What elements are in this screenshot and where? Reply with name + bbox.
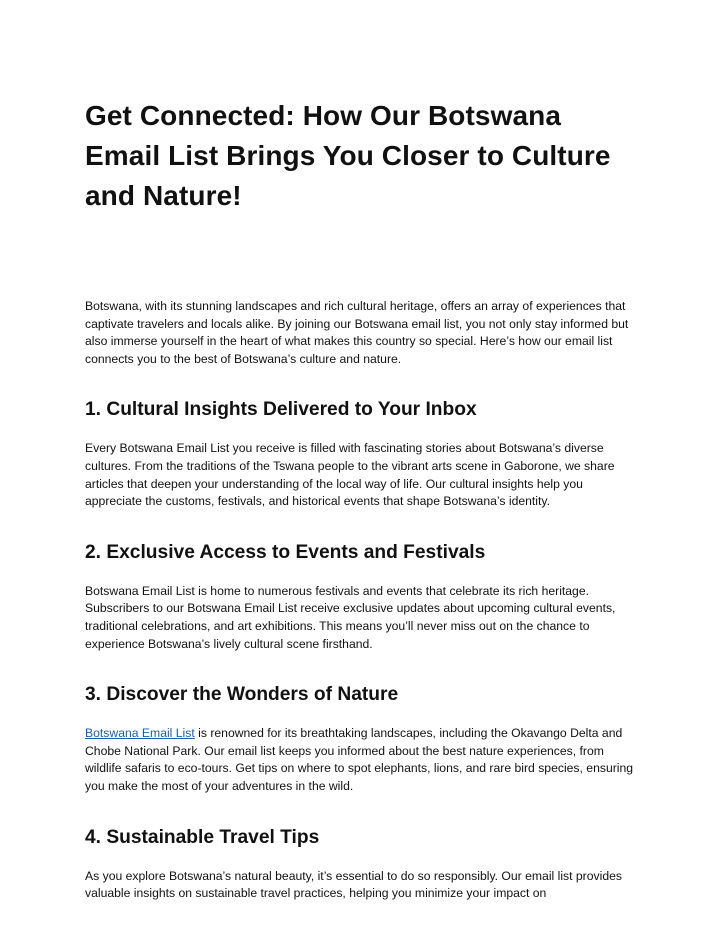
section-body-nature	[85, 725, 638, 795]
page-title: Get Connected: How Our Botswana Email List Brings You Closer to Culture and Nature!	[85, 100, 611, 211]
botswana-email-list-link[interactable]: Botswana Email List	[85, 726, 195, 741]
section-body-nature-text: is renowned for its breathtaking landscapes, including the Okavango Delta and Chobe National Park. Our email list keeps you informed about the best nature experiences, from wildlife safaris to eco-tours. Get tips on where to spot elephants, lions, and rare bird species, ensuring you make the most of your adventures in the wild.	[85, 726, 634, 793]
section-body-events-festivals: Botswana Email List is home to numerous festivals and events that celebrate its rich heritage. Subscribers to our Botswana Email List receive exclusive updates about upcoming cultural events, traditional celebrations, and art exhibitions. This means you’ll never miss out on the chance to experience Botswana’s lively cultural scene firsthand.	[85, 583, 616, 651]
section-heading-sustainable-travel: 4. Sustainable Travel Tips	[85, 826, 320, 848]
intro-paragraph: Botswana, with its stunning landscapes and rich cultural heritage, offers an array of experiences that captivate travelers and locals alike. By joining our Botswana email list, you not only stay informed but also immerse yourself in the heart of what makes this country so special. Here’s how our email list connects you to the best of Botswana’s culture and nature.	[85, 299, 629, 366]
section-body-cultural-insights: Every Botswana Email List you receive is filled with fascinating stories about Botswana’s diverse cultures. From the traditions of the Tswana people to the vibrant arts scene in Gaborone, we share articles that deepen your understanding of the local way of life. Our cultural insights help you appreciate the customs, festivals, and historical events that shape Botswana’s identity.	[85, 441, 615, 509]
section-heading-events-festivals: 2. Exclusive Access to Events and Festivals	[85, 541, 486, 563]
section-heading-nature: 3. Discover the Wonders of Nature	[85, 684, 399, 706]
section-body-sustainable-travel: As you explore Botswana’s natural beauty, it’s essential to do so responsibly. Our email list provides valuable insights on sustainable travel practices, helping you minimize your impact on	[85, 868, 622, 901]
section-heading-cultural-insights: 1. Cultural Insights Delivered to Your Inbox	[85, 399, 477, 421]
